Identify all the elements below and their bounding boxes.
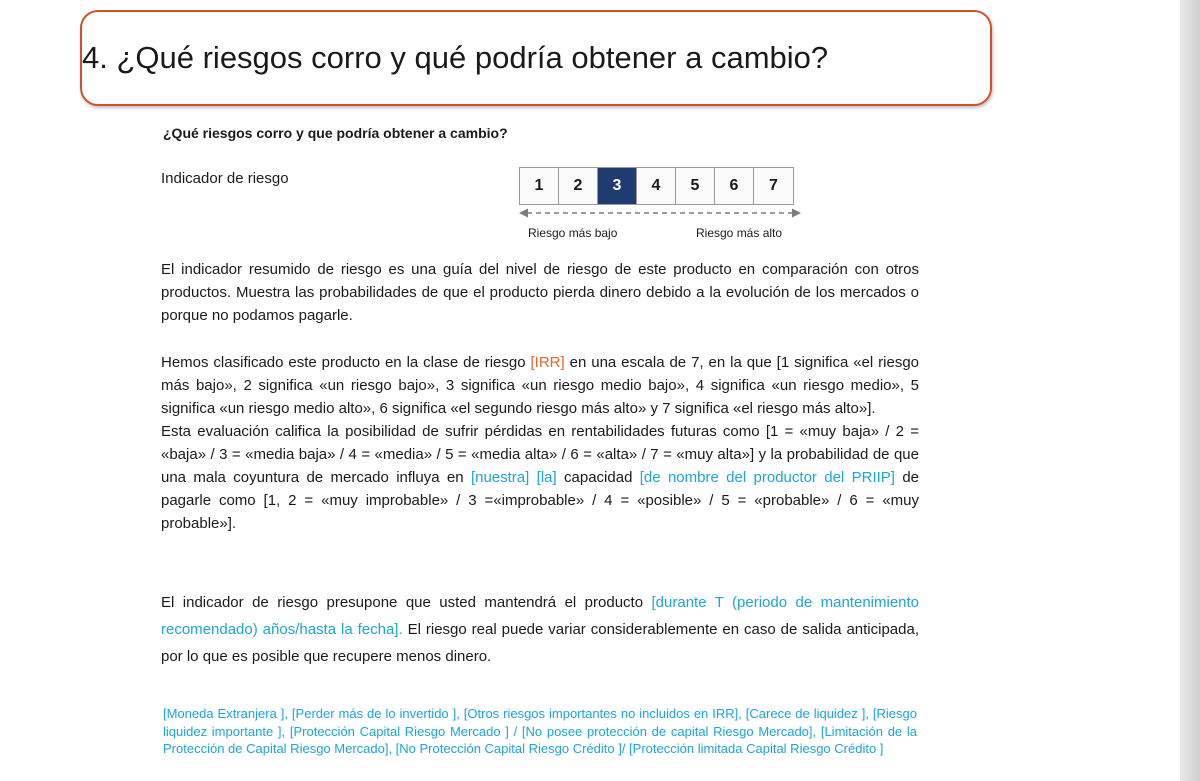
risk-level-6: 6 <box>715 168 754 204</box>
risk-summary-paragraph: El indicador resumido de riesgo es una guía del nivel de riesgo de este producto en comparación con otros productos. Muestra las probabilidades de que el producto pierda dinero debido a la evolución de los mercados o porque no podamos pagarle. <box>161 261 919 324</box>
holding-period-placeholder: [durante T (periodo de mantenimiento recomendado) años/hasta la fecha]. <box>161 594 920 638</box>
evaluation-text: Esta evaluación califica la posibilidad de sufrir pérdidas en rentabilidades futuras como [1 = «muy baja» / 2 = «baja» / 3 = «media baja» / 4 = «media» / 5 = «media alta» / 6 = «alta» / 7 = «muy alta»] y la probabilidad de que una mala coyuntura de mercado influya en <box>161 423 919 486</box>
section-subheading: ¿Qué riesgos corro y que podría obtener a cambio? <box>163 125 508 141</box>
evaluation-text: capacidad <box>556 469 640 486</box>
risk-class-text: Hemos clasificado este producto en la clase de riesgo <box>161 354 531 371</box>
risk-level-1: 1 <box>520 168 559 204</box>
irr-placeholder: [IRR] <box>530 354 565 371</box>
risk-low-label: Riesgo más bajo <box>528 226 618 240</box>
risk-high-label: Riesgo más alto <box>696 226 783 240</box>
section-title: 4. ¿Qué riesgos corro y qué podría obtener a cambio? <box>82 40 829 75</box>
holding-text: El indicador de riesgo presupone que usted mantendrá el producto <box>161 594 652 611</box>
risk-scale <box>519 167 794 205</box>
risk-level-2: 2 <box>559 168 598 204</box>
risk-level-3: 3 <box>598 168 637 204</box>
producer-placeholder: [de nombre del productor del PRIIP] <box>639 469 895 486</box>
holding-text: El riesgo real puede variar considerablemente en caso de salida anticipada, por lo que es posible que recupere menos dinero. <box>161 621 919 665</box>
additional-risks-notes: [Moneda Extranjera ], [Perder más de lo invertido ], [Otros riesgos importantes no incluidos en IRR], [Carece de liquidez ], [Riesgo liquidez importante ], [Protección Capital Riesgo Mercado ] / [No posee protección de capital Riesgo Mercado], [Limitación de la Protección de Capital Riesgo Mercado], [No Protección Capital Riesgo Crédito ]/ [Protección limitada Capital Riesgo Crédito ] <box>163 706 917 756</box>
risk-level-5: 5 <box>676 168 715 204</box>
risk-indicator-label: Indicador de riesgo <box>161 170 289 187</box>
pronoun-placeholder: [nuestra] [la] <box>470 469 557 486</box>
holding-period-paragraph <box>161 589 919 670</box>
risk-level-7: 7 <box>754 168 793 204</box>
risk-direction-arrow-icon <box>519 207 801 219</box>
page-edge-shadow <box>1180 0 1200 781</box>
risk-level-4: 4 <box>637 168 676 204</box>
evaluation-text: de pagarle como [1, 2 = «muy improbable» / 3 =«improbable» / 4 = «posible» / 5 = «probable» / 6 = «muy probable»]. <box>161 469 920 532</box>
risk-class-text: en una escala de 7, en la que [1 significa «el riesgo más bajo», 2 significa «un riesgo bajo», 3 significa «un riesgo medio bajo», 4 significa «un riesgo medio», 5 significa «un riesgo medio alto», 6 significa «el segundo riesgo más alto» y 7 significa «el riesgo más alto»]. <box>161 354 920 417</box>
risk-class-paragraph <box>161 351 919 535</box>
